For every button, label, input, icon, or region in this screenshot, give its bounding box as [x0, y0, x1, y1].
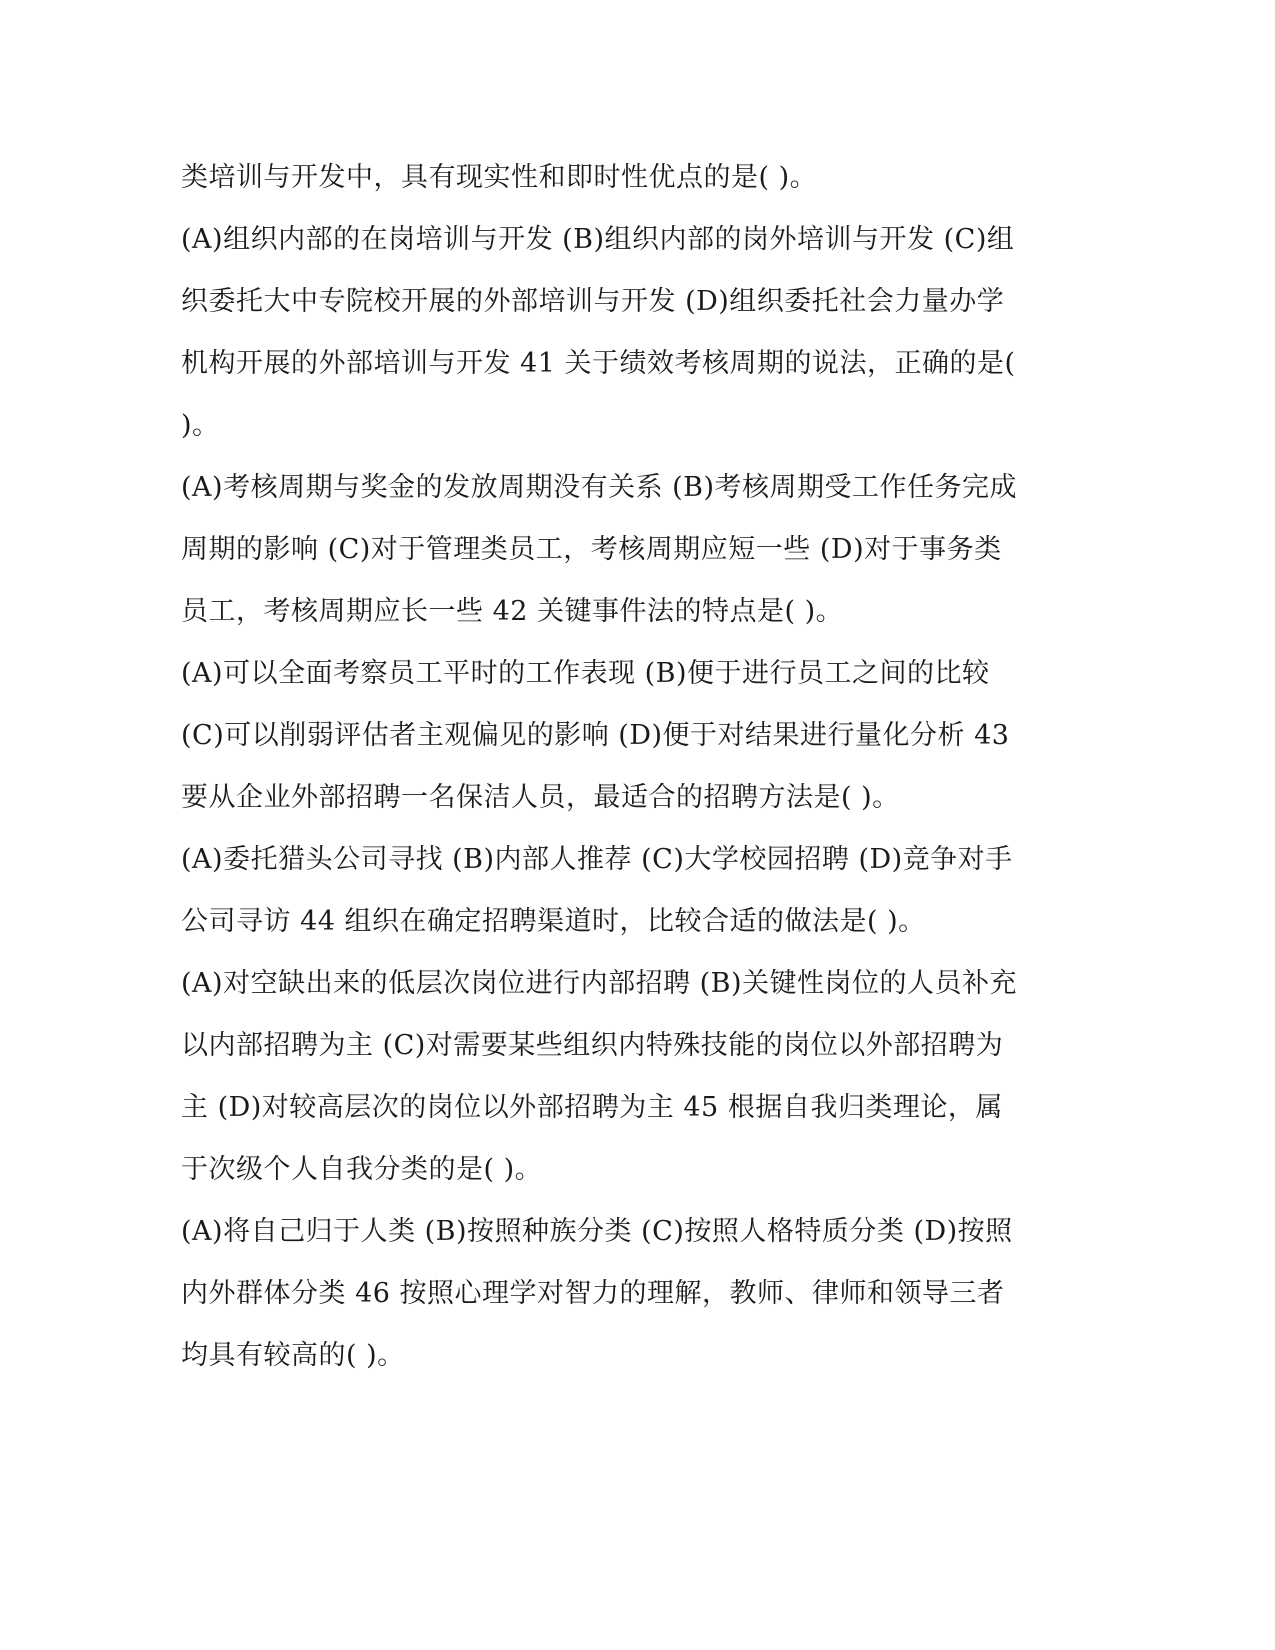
text-line: 类培训与开发中，具有现实性和即时性优点的是( )。 [181, 162, 818, 193]
text-line: 于次级个人自我分类的是( )。 [181, 1154, 543, 1185]
text-line: 机构开展的外部培训与开发 41 关于绩效考核周期的说法，正确的是( [181, 348, 1016, 379]
text-line: (A)将自己归于人类 (B)按照种族分类 (C)按照人格特质分类 (D)按照 [181, 1216, 1013, 1247]
text-line: (A)委托猎头公司寻找 (B)内部人推荐 (C)大学校园招聘 (D)竞争对手 [181, 844, 1013, 875]
text-line: 以内部招聘为主 (C)对需要某些组织内特殊技能的岗位以外部招聘为 [181, 1030, 1004, 1061]
text-line: (A)对空缺出来的低层次岗位进行内部招聘 (B)关键性岗位的人员补充 [181, 968, 1018, 999]
text-line: 公司寻访 44 组织在确定招聘渠道时，比较合适的做法是( )。 [181, 906, 926, 937]
text-line: (A)组织内部的在岗培训与开发 (B)组织内部的岗外培训与开发 (C)组 [181, 224, 1015, 255]
text-line: 主 (D)对较高层次的岗位以外部招聘为主 45 根据自我归类理论，属 [181, 1092, 1003, 1123]
text-line: 内外群体分类 46 按照心理学对智力的理解，教师、律师和领导三者 [181, 1278, 1005, 1309]
text-line: (C)可以削弱评估者主观偏见的影响 (D)便于对结果进行量化分析 43 [181, 720, 1010, 751]
text-line: )。 [181, 410, 220, 441]
text-line: 要从企业外部招聘一名保洁人员，最适合的招聘方法是( )。 [181, 782, 900, 813]
text-line: (A)可以全面考察员工平时的工作表现 (B)便于进行员工之间的比较 [181, 658, 990, 689]
text-line: 均具有较高的( )。 [181, 1340, 405, 1371]
text-line: (A)考核周期与奖金的发放周期没有关系 (B)考核周期受工作任务完成 [181, 472, 1018, 503]
text-line: 周期的影响 (C)对于管理类员工，考核周期应短一些 (D)对于事务类 [181, 534, 1002, 565]
text-line: 员工，考核周期应长一些 42 关键事件法的特点是( )。 [181, 596, 844, 627]
text-line: 织委托大中专院校开展的外部培训与开发 (D)组织委托社会力量办学 [181, 286, 1005, 317]
